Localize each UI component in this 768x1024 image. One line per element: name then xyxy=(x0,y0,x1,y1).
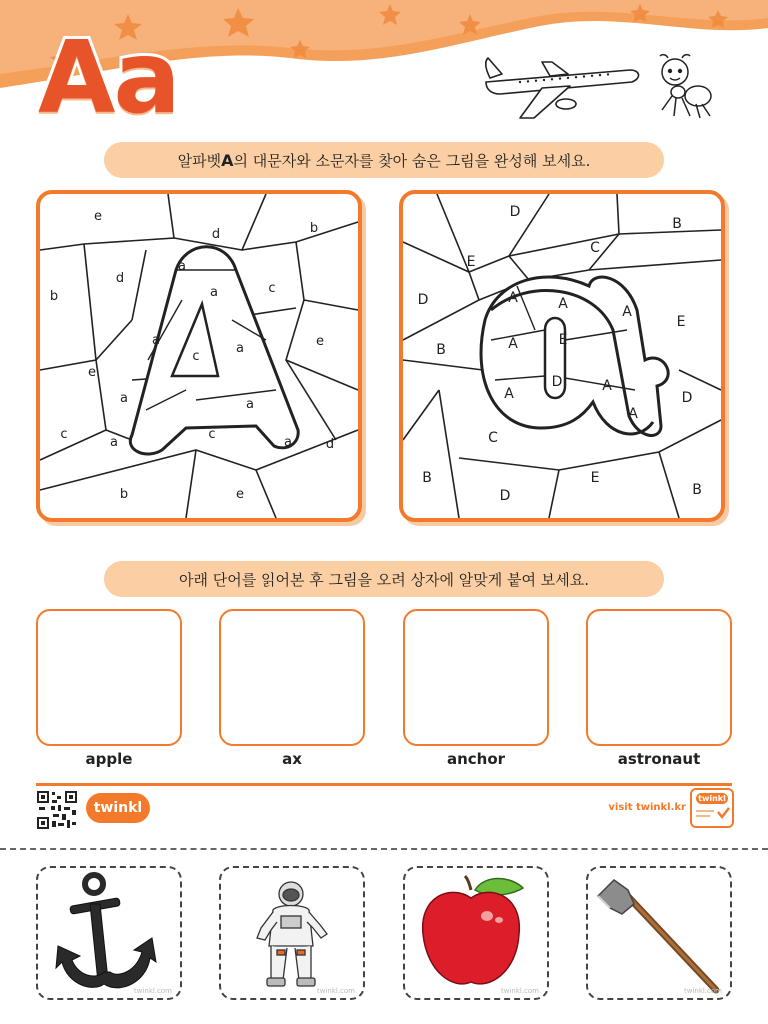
cell-letter: c xyxy=(208,427,216,442)
puzzle-cells xyxy=(36,190,362,522)
card-watermark: twinkl.com xyxy=(316,987,355,995)
seal-brand: twinkl xyxy=(696,793,728,804)
cell-letter: e xyxy=(316,334,324,349)
cell-letter: d xyxy=(115,271,125,286)
card-watermark: twinkl.com xyxy=(683,987,722,995)
cell-letter: c xyxy=(192,349,200,364)
cell-letter: A xyxy=(508,336,518,352)
qr-code-icon[interactable] xyxy=(36,790,78,830)
ant-icon xyxy=(648,52,718,127)
title-letters: Aa xyxy=(38,19,179,136)
cell-letter: b xyxy=(309,221,319,236)
cell-letter: d xyxy=(211,227,221,242)
word-label-apple: apple xyxy=(85,750,133,768)
paste-box-anchor[interactable] xyxy=(403,609,549,746)
cell-letter: a xyxy=(210,285,218,300)
instruction-text: 의 대문자와 소문자를 찾아 숨은 그림을 완성해 보세요. xyxy=(233,151,591,170)
instruction-cut-paste: 아래 단어를 읽어본 후 그림을 오려 상자에 알맞게 붙여 보세요. xyxy=(104,561,664,597)
puzzle-cells xyxy=(399,190,725,522)
cell-letter: B xyxy=(422,470,432,486)
cell-letter: b xyxy=(49,289,59,304)
cell-letter: a xyxy=(152,333,160,348)
cell-letter: A xyxy=(602,378,612,394)
cell-letter: a xyxy=(246,397,254,412)
paste-box-apple[interactable] xyxy=(36,609,182,746)
twinkl-logo[interactable]: twinkl xyxy=(86,793,150,823)
cutout-card-astronaut[interactable] xyxy=(219,866,365,1000)
footer-divider xyxy=(36,783,732,786)
cell-letter: e xyxy=(236,487,244,502)
quality-standard-seal xyxy=(690,788,734,828)
cell-letter: b xyxy=(119,487,129,502)
cell-letter: A xyxy=(508,290,518,306)
page-header xyxy=(0,0,768,140)
cell-letter: D xyxy=(417,292,429,308)
instruction-text: 알파벳 xyxy=(177,151,222,170)
cell-letter: D xyxy=(551,374,563,390)
cell-letter: B xyxy=(692,482,702,498)
cell-letter: B xyxy=(436,342,446,358)
cell-letter: c xyxy=(60,427,68,442)
airplane-icon xyxy=(480,52,640,127)
cell-letter: E xyxy=(590,470,600,486)
cell-letter: E xyxy=(676,314,686,330)
cell-letter: C xyxy=(590,240,600,256)
color-puzzle-lowercase xyxy=(399,190,725,522)
cell-letter: a xyxy=(178,259,186,274)
instruction-bold-letter: A xyxy=(221,150,234,170)
cell-letter: a xyxy=(110,435,118,450)
paste-box-astronaut[interactable] xyxy=(586,609,732,746)
axe-icon xyxy=(588,868,732,1000)
color-puzzle-uppercase xyxy=(36,190,362,522)
instruction-find-letters xyxy=(104,142,664,178)
word-label-astronaut: astronaut xyxy=(617,750,701,768)
word-label-ax: ax xyxy=(282,750,302,768)
cell-letter: C xyxy=(488,430,498,446)
cell-letter: e xyxy=(88,365,96,380)
paste-box-ax[interactable] xyxy=(219,609,365,746)
apple-icon xyxy=(405,868,549,1000)
cell-letter: c xyxy=(268,281,276,296)
visit-website-link[interactable]: visit twinkl.kr xyxy=(608,802,686,813)
cell-letter: A xyxy=(558,296,568,312)
astronaut-icon xyxy=(221,868,365,1000)
checkmark-icon xyxy=(692,804,732,826)
cell-letter: E xyxy=(466,254,476,270)
cell-letter: A xyxy=(504,386,514,402)
cell-letter: d xyxy=(325,437,335,452)
card-watermark: twinkl.com xyxy=(500,987,539,995)
cutout-card-anchor[interactable] xyxy=(36,866,182,1000)
cut-line xyxy=(0,848,768,850)
cell-letter: D xyxy=(681,390,693,406)
anchor-icon xyxy=(38,868,182,1000)
cell-letter: B xyxy=(672,216,682,232)
cell-letter: D xyxy=(509,204,521,220)
card-watermark: twinkl.com xyxy=(133,987,172,995)
cell-letter: a xyxy=(120,391,128,406)
word-label-anchor: anchor xyxy=(446,750,506,768)
cutout-card-axe[interactable] xyxy=(586,866,732,1000)
cell-letter: a xyxy=(236,341,244,356)
cell-letter: E xyxy=(558,332,568,348)
cell-letter: e xyxy=(94,209,102,224)
cell-letter: A xyxy=(622,304,632,320)
cutout-card-apple[interactable] xyxy=(403,866,549,1000)
cell-letter: A xyxy=(628,406,638,422)
cell-letter: D xyxy=(499,488,511,504)
cell-letter: a xyxy=(284,435,292,450)
